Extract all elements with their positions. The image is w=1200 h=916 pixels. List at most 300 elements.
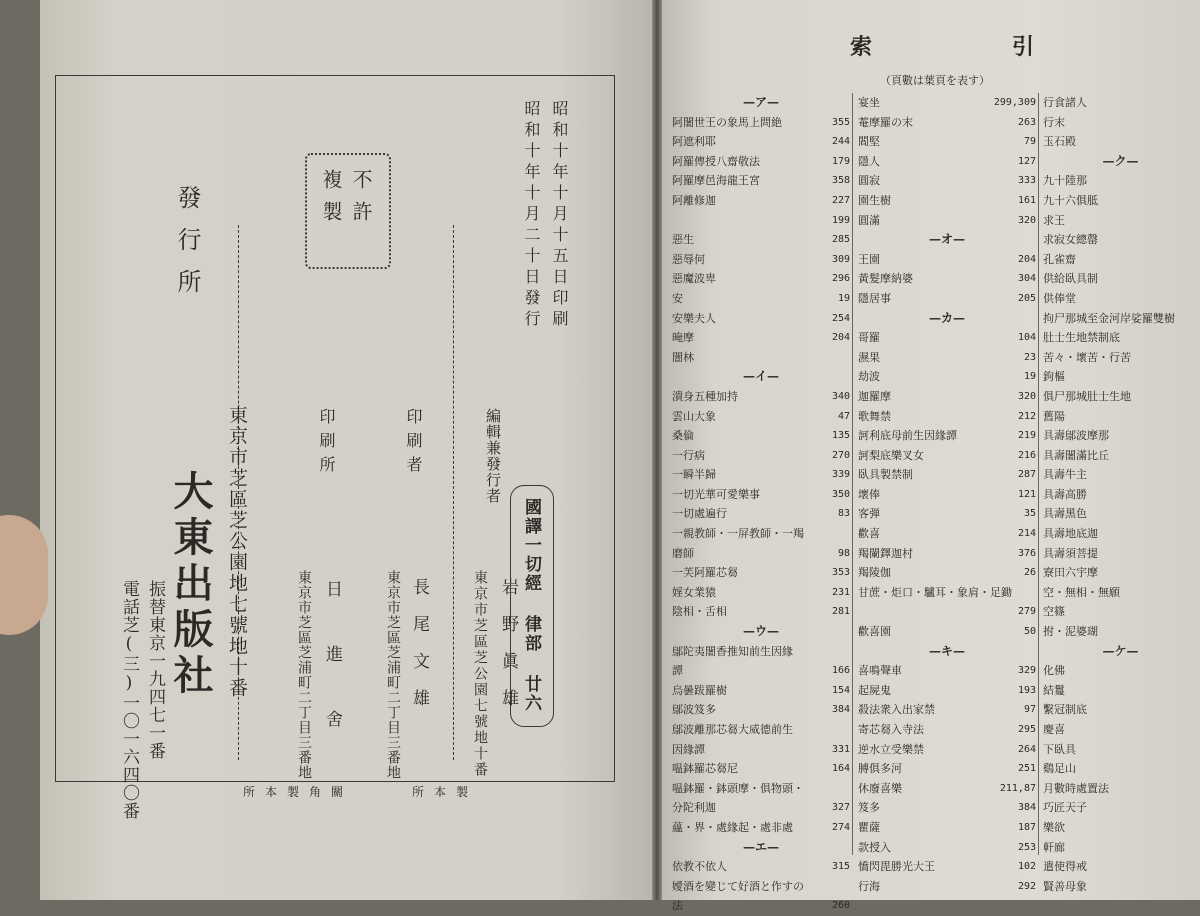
index-page-number: 104: [1017, 332, 1036, 344]
index-page-number: 135: [831, 430, 850, 442]
index-entry: [672, 642, 850, 662]
index-entry: [858, 407, 1036, 427]
index-term: 鄔陀夷闍香推知前生因緣: [672, 644, 793, 658]
index-term: 蘊・界・處緣起・處非處: [672, 820, 793, 834]
index-term: 殺法衆入出家禁: [858, 703, 935, 717]
index-page-number: [1194, 798, 1198, 818]
binder-note: 所本製: [412, 785, 479, 799]
index-term: 一行病: [672, 448, 705, 462]
printer-address: 東京市芝區芝浦町二丁目三番地: [385, 570, 401, 780]
index-term: 具壽高勝: [1043, 487, 1087, 501]
index-term: 化佛: [1043, 664, 1065, 678]
index-term: 歡喜: [858, 527, 880, 541]
index-page-number: 270: [831, 449, 850, 461]
index-term: 拘尸那城至金河岸娑羅雙樹: [1043, 311, 1175, 325]
index-term: 隱人: [858, 154, 880, 168]
index-entry: [1043, 681, 1198, 701]
index-page-number: 264: [1017, 743, 1036, 755]
index-term: 桑倫: [672, 429, 694, 443]
index-entry: [1043, 583, 1198, 603]
index-term: 羯闌鐸迦村: [858, 546, 913, 560]
index-term: 鄔波笈多: [672, 703, 716, 717]
index-term: 俱尸那城肚士生地: [1043, 389, 1131, 403]
index-page-number: [846, 348, 850, 368]
index-page-number: [1194, 602, 1198, 622]
index-page-number: 97: [1023, 704, 1036, 716]
index-entry: [1043, 740, 1198, 760]
index-page-number: 320: [1017, 214, 1036, 226]
index-page-number: 358: [831, 175, 850, 187]
index-term: 迦羅摩: [858, 389, 891, 403]
index-page-number: 260: [831, 900, 850, 912]
index-entry: [1043, 93, 1198, 113]
index-term: 空・無相・無願: [1043, 585, 1120, 599]
index-page-number: 355: [831, 116, 850, 128]
index-entry: [1043, 230, 1198, 250]
index-term: 圓滿: [858, 213, 880, 227]
index-entry: [858, 132, 1036, 152]
index-page-number: 263: [1017, 116, 1036, 128]
index-page-number: 384: [831, 704, 850, 716]
publisher-address: 東京市芝區芝公園地七號地十番: [226, 405, 248, 699]
index-page-number: [1194, 269, 1198, 289]
index-page-number: 254: [831, 312, 850, 324]
index-term: 行食諸人: [1043, 96, 1087, 109]
index-term: 潰身五種加持: [672, 389, 738, 403]
index-entry: [858, 269, 1036, 289]
index-term: 嗢鉢羅・鉢頭摩・俱物頭・: [672, 781, 804, 795]
index-term: 孔雀齋: [1043, 252, 1076, 266]
index-page-number: 219: [1017, 430, 1036, 442]
index-entry: [858, 328, 1036, 348]
index-entry: [672, 191, 850, 211]
index-term: 起屍鬼: [858, 683, 891, 697]
index-page-number: 274: [831, 821, 850, 833]
index-page-number: [1032, 583, 1036, 603]
index-entry: [672, 230, 850, 250]
index-page-number: 161: [1017, 194, 1036, 206]
index-page-number: 187: [1017, 821, 1036, 833]
index-entry: [672, 602, 850, 622]
index-term: 慶喜: [1043, 723, 1065, 736]
index-entry: [672, 211, 850, 231]
index-section-heading: [858, 642, 1036, 662]
index-page-number: 384: [1017, 802, 1036, 814]
index-term: 憍閃毘勝光大王: [858, 860, 935, 874]
index-entry: [672, 681, 850, 701]
index-term: 因緣譚: [672, 742, 705, 756]
index-term: 嬡酒を變じて好酒と作すの: [672, 879, 804, 893]
index-term: 休廢喜樂: [858, 781, 902, 795]
index-entry: [672, 877, 850, 897]
index-term: 惡魔波卑: [672, 272, 716, 286]
index-entry: [672, 857, 850, 877]
index-page-number: 79: [1023, 136, 1036, 148]
index-page-number: [1194, 289, 1198, 309]
index-section-heading: [858, 309, 1036, 329]
index-page-number: 353: [831, 567, 850, 579]
index-entry: [858, 759, 1036, 779]
index-term: 嗢鉢羅芯芻尼: [672, 762, 738, 776]
index-entry: [1043, 250, 1198, 270]
index-term: 樂欲: [1043, 820, 1065, 834]
index-entry: [858, 289, 1036, 309]
index-entry: [858, 798, 1036, 818]
index-term: 具壽牛主: [1043, 468, 1087, 482]
section-kana: — エ —: [743, 838, 779, 858]
index-page-number: 339: [831, 469, 850, 481]
index-entry: [858, 152, 1036, 172]
index-term: 劫波: [858, 370, 880, 384]
index-term: 閻堅: [858, 135, 880, 149]
index-entry: [672, 779, 850, 799]
index-page-number: 50: [1023, 626, 1036, 638]
publisher-name: 大東出版社: [167, 470, 214, 700]
series-title: 國譯一切經 律部 廿六: [521, 498, 541, 713]
index-page-number: [1194, 367, 1198, 387]
binder-note: 所本製角關: [243, 785, 354, 799]
index-page-number: 212: [1017, 410, 1036, 422]
index-entry: [1043, 367, 1198, 387]
index-term: 具壽鄔波摩那: [1043, 429, 1109, 443]
index-term: 鉤樞: [1043, 370, 1065, 384]
index-term: 晻摩: [672, 331, 694, 345]
index-entry: [1043, 171, 1198, 191]
section-kana: — ア —: [743, 93, 779, 113]
index-page-number: 193: [1017, 684, 1036, 696]
index-entry: [858, 583, 1036, 603]
index-page-number: 121: [1017, 488, 1036, 500]
index-page-number: [1194, 171, 1198, 191]
index-page-number: 47: [837, 410, 850, 422]
index-entry: [858, 113, 1036, 133]
index-page-number: 296: [831, 273, 850, 285]
index-term: 一親教師・一屏教師・一羯: [672, 527, 804, 541]
index-page-number: [1194, 779, 1198, 799]
index-page-number: [1194, 407, 1198, 427]
series-title-box: [510, 485, 554, 727]
index-entry: [858, 524, 1036, 544]
index-page-number: [1194, 524, 1198, 544]
index-term: 惡辱何: [672, 252, 705, 266]
index-term: 羯陵伽: [858, 566, 891, 580]
index-term: 笈多: [858, 801, 880, 815]
section-kana: — キ —: [929, 642, 965, 662]
print-office-label: 印刷所: [317, 408, 336, 480]
section-kana: — ク —: [1102, 152, 1138, 172]
index-note: （頁數は葉頁を表す）: [880, 74, 990, 87]
index-term: 鄔波離那芯芻大威德前生: [672, 723, 793, 736]
index-entry: [1043, 289, 1198, 309]
index-term: 寄芯芻入寺法: [858, 723, 924, 736]
index-entry: [1043, 602, 1198, 622]
index-entry: [1043, 838, 1198, 858]
index-page-number: [1194, 563, 1198, 583]
index-entry: [1043, 779, 1198, 799]
index-entry: [858, 485, 1036, 505]
index-entry: [1043, 446, 1198, 466]
index-entry: [1043, 465, 1198, 485]
index-term: 軒廊: [1043, 840, 1065, 854]
index-page-number: 251: [1017, 763, 1036, 775]
index-entry: [1043, 759, 1198, 779]
index-entry: [672, 328, 850, 348]
index-term: 壞俸: [858, 487, 880, 501]
index-entry: [1043, 524, 1198, 544]
print-office-name: 日進舍: [322, 580, 342, 775]
index-page-number: 331: [831, 743, 850, 755]
index-term: 哥羅: [858, 331, 880, 345]
index-term: 一芙阿羅芯芻: [672, 566, 738, 580]
index-term: 圓寂: [858, 174, 880, 188]
index-entry: [672, 896, 850, 916]
index-entry: [1043, 661, 1198, 681]
index-entry: [858, 465, 1036, 485]
index-term: 行海: [858, 879, 880, 893]
index-entry: [672, 132, 850, 152]
index-term: 喜鳴聲車: [858, 664, 902, 678]
stamp-line-2: 複製: [319, 169, 343, 233]
index-term: 玉石殿: [1043, 135, 1076, 149]
index-page-number: 253: [1017, 841, 1036, 853]
index-term: 拊・泥婆瑚: [1043, 625, 1098, 639]
index-term: 瞿薩: [858, 820, 880, 834]
index-entry: [1043, 485, 1198, 505]
index-entry: [1043, 877, 1198, 897]
index-entry: [672, 504, 850, 524]
index-page-number: 127: [1017, 155, 1036, 167]
index-entry: [1043, 132, 1198, 152]
index-term: 雲山大象: [672, 409, 716, 423]
index-entry: [672, 289, 850, 309]
index-entry: [858, 681, 1036, 701]
section-kana: — ウ —: [743, 622, 779, 642]
index-entry: [1043, 700, 1198, 720]
phone-number: 電話芝(三)一〇一六四〇番: [119, 580, 139, 820]
transfer-account: 振替東京一九四七一番: [145, 580, 165, 760]
index-term: 供俸堂: [1043, 291, 1076, 305]
index-term: 濕果: [858, 350, 880, 364]
index-term: 一切光華可愛樂事: [672, 487, 760, 501]
index-entry: [858, 171, 1036, 191]
index-page-number: 205: [1017, 292, 1036, 304]
issue-date: 昭和十年十月二十日發行: [522, 100, 541, 331]
index-page-number: 166: [831, 665, 850, 677]
index-page-number: 295: [1017, 724, 1036, 735]
index-page-number: [1194, 348, 1198, 368]
printer-label: 印刷者: [404, 408, 423, 480]
index-page-number: 329: [1017, 665, 1036, 677]
index-page-number: 19: [1023, 371, 1036, 383]
index-term: 鷄足山: [1043, 762, 1076, 776]
index-entry: [858, 602, 1036, 622]
index-term: 繫冠制底: [1043, 703, 1087, 717]
index-term: 訶梨底樂叉女: [858, 448, 924, 462]
index-entry: [672, 720, 850, 740]
index-term: 具壽須菩提: [1043, 546, 1098, 560]
index-term: 甘蔗・炬口・驢耳・象肩・足鋤: [858, 585, 1012, 599]
index-entry: [672, 309, 850, 329]
index-term: 供給臥具制: [1043, 272, 1098, 286]
index-page-number: [1194, 113, 1198, 133]
index-term: 行末: [1043, 115, 1065, 129]
index-section-heading: [672, 367, 850, 387]
index-entry: [1043, 857, 1198, 877]
index-column: [672, 93, 850, 916]
index-page-number: [1194, 309, 1198, 329]
index-page-number: [1194, 504, 1198, 524]
index-entry: [858, 544, 1036, 564]
index-term: 具壽闍滿比丘: [1043, 448, 1109, 462]
index-term: 訶利底母前生因緣譚: [858, 429, 957, 443]
index-page-number: [1194, 426, 1198, 446]
index-term: 阿遮利耶: [672, 135, 716, 149]
index-entry: [672, 250, 850, 270]
index-entry: [1043, 504, 1198, 524]
index-entry: [858, 838, 1036, 858]
index-section-heading: [672, 838, 850, 858]
index-page-number: 204: [831, 332, 850, 344]
printer-name: 長尾文雄: [409, 578, 429, 726]
index-term: 求王: [1043, 213, 1065, 227]
index-page-number: 327: [831, 802, 850, 814]
index-section-heading: [672, 622, 850, 642]
index-entry: [1043, 426, 1198, 446]
index-page-number: 102: [1017, 861, 1036, 873]
index-page-number: [1194, 622, 1198, 642]
index-page-number: 231: [831, 586, 850, 598]
index-entry: [672, 348, 850, 368]
index-page-number: [1194, 681, 1198, 701]
index-page-number: [1194, 250, 1198, 270]
index-term: 宴坐: [858, 96, 880, 109]
index-entry: [1043, 348, 1198, 368]
index-page-number: 279: [1017, 606, 1036, 618]
index-term: 賢善母象: [1043, 879, 1087, 893]
index-page-number: 299,309: [993, 97, 1036, 108]
index-section-heading: [858, 230, 1036, 250]
index-entry: [858, 779, 1036, 799]
index-entry: [858, 504, 1036, 524]
index-entry: [672, 759, 850, 779]
index-term: 安: [672, 291, 683, 305]
index-page-number: 216: [1017, 449, 1036, 461]
index-page-number: [1194, 838, 1198, 858]
no-reproduction-stamp: [305, 153, 391, 269]
index-term: 下臥具: [1043, 742, 1076, 756]
index-entry: [672, 544, 850, 564]
index-entry: [672, 387, 850, 407]
index-page-number: [1194, 720, 1198, 740]
index-page-number: [846, 720, 850, 740]
index-term: 肚士生地禁制底: [1043, 331, 1120, 345]
index-term: 臥具製禁制: [858, 468, 913, 482]
index-page-number: [1194, 818, 1198, 838]
index-page-number: [1194, 700, 1198, 720]
index-term: 磨師: [672, 546, 694, 560]
index-entry: [1043, 387, 1198, 407]
index-entry: [858, 622, 1036, 642]
editor-name: 岩野眞雄: [498, 578, 518, 726]
publisher-label: 發行所: [173, 185, 201, 311]
index-page-number: 285: [831, 234, 850, 246]
index-entry: [672, 798, 850, 818]
index-page-number: 199: [831, 214, 850, 226]
index-page-number: 98: [837, 547, 850, 559]
holding-thumb: [0, 515, 48, 635]
index-page-number: 227: [831, 194, 850, 206]
index-page-number: [1194, 191, 1198, 211]
index-page-number: [1194, 877, 1198, 897]
index-page-number: [1194, 759, 1198, 779]
stamp-line-1: 不許: [349, 169, 373, 233]
index-page-number: [1194, 485, 1198, 505]
index-page-number: [1194, 583, 1198, 603]
index-page-number: [1194, 544, 1198, 564]
book-gutter: [652, 0, 662, 900]
index-term: 歌舞禁: [858, 409, 891, 423]
index-entry: [672, 269, 850, 289]
index-term: 具壽地底迦: [1043, 527, 1098, 541]
index-term: 陰相・舌相: [672, 605, 727, 619]
index-page-number: 315: [831, 861, 850, 873]
index-page-number: [1194, 465, 1198, 485]
index-page-number: 333: [1017, 175, 1036, 187]
index-page-number: 83: [837, 508, 850, 520]
index-entry: [1043, 720, 1198, 740]
index-entry: [672, 700, 850, 720]
index-page-number: 287: [1017, 469, 1036, 481]
index-entry: [672, 583, 850, 603]
index-term: 阿羅摩邑海龍王宮: [672, 174, 760, 188]
index-page-number: 309: [831, 253, 850, 265]
index-page-number: [1194, 230, 1198, 250]
index-entry: [858, 877, 1036, 897]
index-page-number: [1194, 740, 1198, 760]
index-page-number: 19: [837, 292, 850, 304]
index-section-heading: [1043, 152, 1198, 172]
index-term: 空篠: [1043, 605, 1065, 619]
editor-address: 東京市芝區芝公園七號地十番: [472, 570, 488, 778]
index-entry: [1043, 113, 1198, 133]
index-entry: [672, 563, 850, 583]
index-title: 引: [1012, 34, 1035, 60]
index-page-number: [1194, 132, 1198, 152]
index-term: 園生樹: [858, 193, 891, 207]
index-entry: [1043, 622, 1198, 642]
index-entry: [1043, 309, 1198, 329]
index-entry: [1043, 191, 1198, 211]
index-term: 阿離修迦: [672, 193, 716, 207]
index-term: 譚: [672, 664, 683, 678]
index-page-number: [1194, 857, 1198, 877]
index-term: 遣使得戒: [1043, 860, 1087, 874]
index-page-number: 320: [1017, 390, 1036, 402]
index-page-number: 154: [831, 684, 850, 696]
index-term: 九十陸那: [1043, 174, 1087, 188]
index-page-number: 35: [1023, 508, 1036, 520]
index-entry: [858, 426, 1036, 446]
section-kana: — ケ —: [1102, 642, 1138, 662]
index-page-number: 304: [1017, 273, 1036, 285]
index-entry: [672, 113, 850, 133]
index-term: 惡生: [672, 233, 694, 247]
index-entry: [1043, 407, 1198, 427]
index-term: 黃髮摩納婆: [858, 272, 913, 286]
column-rule: [1038, 93, 1039, 855]
index-entry: [858, 348, 1036, 368]
print-office-address: 東京市芝區芝浦町二丁目三番地: [296, 570, 312, 780]
